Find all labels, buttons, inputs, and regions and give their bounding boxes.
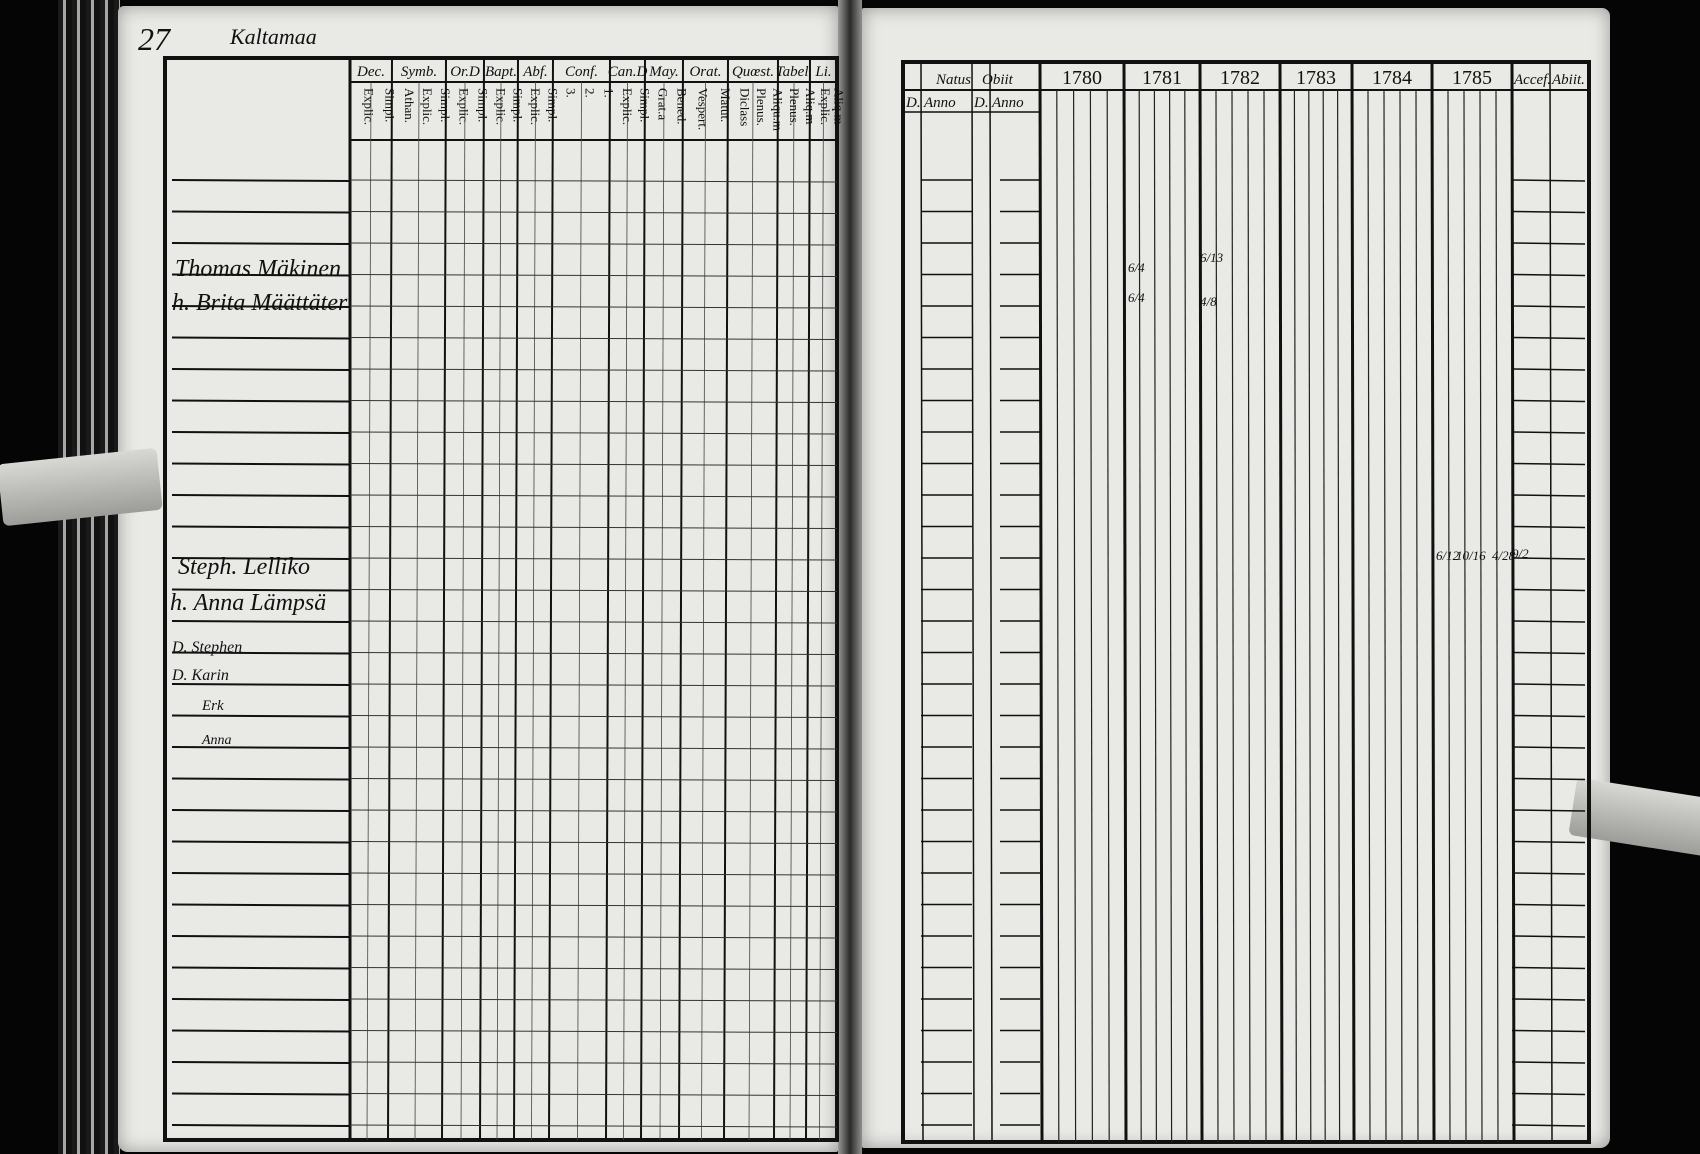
name-row-line: [172, 684, 350, 685]
data-row-line: [350, 306, 837, 308]
column-divider: [641, 58, 645, 1140]
register-mark: 6/13: [1200, 250, 1224, 265]
accessit-row-line: [1512, 779, 1585, 780]
name-row-line: [172, 873, 350, 874]
name-row-line: [172, 779, 350, 780]
data-row-line: [350, 905, 837, 907]
name-row-line: [172, 495, 350, 496]
column-divider: [1352, 62, 1354, 1142]
column-subdivider: [702, 82, 706, 1140]
accessit-row-line: [1512, 1125, 1585, 1126]
accessit-row-line: [1512, 1094, 1585, 1095]
data-row-line: [350, 464, 837, 466]
year-subcolumn: [1294, 90, 1296, 1142]
column-header: Tabel.: [775, 64, 813, 80]
year-subcolumn: [1170, 90, 1172, 1142]
column-subdivider: [461, 82, 465, 1140]
column-subheader: Aliq.m: [831, 88, 847, 125]
column-divider: [679, 58, 683, 1140]
column-subheader: Simpl.: [545, 88, 561, 123]
column-subdivider: [749, 82, 753, 1140]
obiit-header: Obiit: [982, 72, 1013, 88]
column-divider: [774, 58, 778, 1140]
accessit-row-line: [1512, 999, 1585, 1000]
natus-year-label: Anno: [924, 95, 956, 111]
column-subheader: Bened.: [674, 88, 690, 125]
accessit-row-line: [1512, 212, 1585, 213]
year-subcolumn: [1057, 90, 1059, 1142]
year-header: 1783: [1296, 67, 1336, 89]
column-divider: [606, 58, 610, 1140]
data-row-line: [350, 747, 837, 749]
accessit-row-line: [1512, 590, 1585, 591]
name-row-line: [172, 999, 350, 1000]
accessit-row-line: [1512, 905, 1585, 906]
accessit-row-line: [1512, 432, 1585, 433]
column-subheader: Plenus.: [787, 88, 802, 126]
obiit-year-label: Anno: [992, 95, 1024, 111]
column-header: Abf.: [523, 64, 548, 80]
column-subdivider: [660, 82, 664, 1140]
column-header: Orat.: [689, 64, 722, 80]
name-row-line: [172, 243, 350, 244]
year-header: 1781: [1142, 67, 1182, 89]
column-subheader: Simpl.: [438, 88, 453, 123]
name-row-line: [172, 1031, 350, 1032]
resident-name: Erk: [202, 698, 224, 714]
register-mark: 4/8: [1200, 294, 1217, 309]
name-row-line: [172, 180, 350, 181]
year-subcolumn: [1448, 90, 1450, 1142]
column-divider: [1512, 62, 1514, 1142]
column-header: Bapt.: [484, 64, 518, 80]
year-subcolumn: [1090, 90, 1092, 1142]
accessit-row-line: [1512, 369, 1585, 370]
name-row-line: [172, 842, 350, 843]
year-header: 1785: [1452, 67, 1492, 89]
column-divider: [442, 58, 446, 1140]
column-subheader: Aliqu.m: [770, 88, 786, 131]
name-row-line: [172, 401, 350, 402]
column-header: Conf.: [565, 64, 598, 80]
resident-name: D. Karin: [172, 667, 229, 684]
name-row-line: [172, 1125, 350, 1126]
name-row-line: [172, 936, 350, 937]
name-row-line: [172, 747, 350, 748]
year-subcolumn: [1400, 90, 1402, 1142]
column-divider: [549, 58, 553, 1140]
natus-day-label: D.: [906, 95, 921, 111]
resident-name: Anna: [202, 733, 232, 748]
accessit-row-line: [1512, 464, 1585, 465]
year-subcolumn: [1496, 90, 1498, 1142]
data-row-line: [350, 684, 837, 686]
accessit-row-line: [1512, 968, 1585, 969]
column-subheader: Vespert.: [695, 88, 711, 131]
year-subcolumn: [1264, 90, 1266, 1142]
year-subcolumn: [1338, 90, 1340, 1142]
column-divider: [1432, 62, 1434, 1142]
name-row-line: [172, 1094, 350, 1095]
column-header: May.: [649, 64, 679, 80]
column-subdivider: [578, 82, 582, 1140]
column-subdivider: [497, 82, 501, 1140]
accessit-header: Accef.: [1514, 72, 1552, 88]
data-row-line: [350, 968, 837, 970]
year-subcolumn: [1384, 90, 1386, 1142]
year-subcolumn: [1248, 90, 1250, 1142]
column-subdivider: [367, 82, 371, 1140]
year-subcolumn: [1216, 90, 1218, 1142]
data-row-line: [350, 401, 837, 403]
accessit-row-line: [1512, 653, 1585, 654]
data-row-line: [350, 653, 837, 655]
column-header: Li.: [815, 64, 832, 80]
column-subdivider: [415, 82, 419, 1140]
column-subdivider: [624, 82, 628, 1140]
data-row-line: [350, 936, 837, 938]
column-subheader: Explic.: [493, 88, 509, 126]
column-subheader: Explic.: [361, 88, 377, 126]
data-row-line: [350, 716, 837, 718]
data-row-line: [350, 180, 837, 182]
accessit-row-line: [1512, 306, 1585, 307]
name-row-line: [172, 369, 350, 370]
accessit-row-line: [1512, 936, 1585, 937]
column-subdivider: [790, 82, 794, 1140]
accessit-row-line: [1512, 180, 1585, 181]
data-row-line: [350, 810, 837, 812]
year-header: 1782: [1220, 67, 1260, 89]
year-subcolumn: [1074, 90, 1076, 1142]
accessit-row-line: [1512, 243, 1585, 244]
accessit-row-line: [1512, 842, 1585, 843]
column-subheader: Explic.: [527, 88, 543, 126]
column-divider: [724, 58, 728, 1140]
column-subheader: Diclass: [737, 88, 753, 127]
data-row-line: [350, 212, 837, 214]
year-subcolumn: [1416, 90, 1418, 1142]
register-mark: 4/28: [1492, 548, 1516, 563]
data-row-line: [350, 842, 837, 844]
column-header: Dec.: [357, 64, 385, 80]
column-divider: [388, 58, 392, 1140]
data-row-line: [350, 1125, 837, 1127]
name-row-line: [172, 716, 350, 717]
year-subcolumn: [1309, 90, 1311, 1142]
column-divider: [1124, 62, 1126, 1142]
data-row-line: [350, 1031, 837, 1033]
accessit-row-line: [1512, 495, 1585, 496]
column-subheader: Grat.a: [655, 88, 671, 121]
column-subheader: Aliq.m: [803, 88, 818, 125]
column-divider: [1200, 62, 1202, 1142]
data-row-line: [350, 275, 837, 277]
column-divider: [1040, 62, 1042, 1142]
accessit-row-line: [1512, 810, 1585, 811]
year-subcolumn: [1368, 90, 1370, 1142]
register-mark: 9/2: [1512, 546, 1529, 561]
column-subheader: 1.: [601, 88, 617, 98]
year-subcolumn: [1154, 90, 1156, 1142]
column-subdivider: [820, 82, 824, 1140]
name-row-line: [172, 905, 350, 906]
name-row-line: [172, 968, 350, 969]
data-row-line: [350, 779, 837, 781]
column-subheader: Simpl.: [382, 88, 398, 123]
accessit-row-line: [1512, 527, 1585, 528]
accessit-row-line: [1512, 873, 1585, 874]
column-subheader: Matut.: [717, 88, 733, 123]
year-subcolumn: [1139, 90, 1141, 1142]
column-subheader: 3.: [563, 88, 579, 98]
name-row-line: [172, 527, 350, 528]
year-subcolumn: [1185, 90, 1187, 1142]
register-mark: 6/4: [1128, 290, 1145, 305]
data-row-line: [350, 527, 837, 529]
data-row-line: [350, 873, 837, 875]
data-row-line: [350, 495, 837, 497]
name-row-line: [172, 464, 350, 465]
column-subheader: Explic.: [817, 88, 833, 126]
year-subcolumn: [1464, 90, 1466, 1142]
column-subheader: Explic.: [456, 88, 472, 126]
name-row-line: [172, 621, 350, 622]
column-subheader: Simpl.: [510, 88, 526, 123]
column-header: Or.D: [450, 64, 480, 80]
data-row-line: [350, 999, 837, 1001]
column-subheader: Simpl.: [637, 88, 653, 123]
data-row-line: [350, 338, 837, 340]
name-row-line: [172, 1062, 350, 1063]
accessit-row-line: [1512, 621, 1585, 622]
name-row-line: [172, 212, 350, 213]
resident-name: h. Anna Lämpsä: [170, 590, 327, 616]
data-row-line: [350, 1062, 837, 1064]
year-subcolumn: [1480, 90, 1482, 1142]
year-header: 1784: [1372, 67, 1412, 89]
year-subcolumn: [1323, 90, 1325, 1142]
year-subcolumn: [1232, 90, 1234, 1142]
column-subheader: Explic.: [619, 88, 635, 126]
obiit-day-label: D.: [974, 95, 989, 111]
data-row-line: [350, 1094, 837, 1096]
column-header: Can.D: [607, 64, 648, 80]
year-subcolumn: [1107, 90, 1109, 1142]
year-header: 1780: [1062, 67, 1102, 89]
column-subheader: Explic.: [420, 88, 435, 126]
accessit-row-line: [1512, 684, 1585, 685]
natus-header: Natus: [936, 72, 972, 88]
resident-name: D. Stephen: [172, 639, 243, 656]
register-mark: 6/4: [1128, 260, 1145, 275]
column-subheader: Plenus.: [754, 88, 769, 126]
abiit-header: Abiit.: [1552, 72, 1585, 88]
column-header: Symb.: [400, 64, 438, 80]
column-divider: [990, 62, 992, 1142]
column-subheader: Simpl.: [475, 88, 491, 123]
accessit-row-line: [1512, 1062, 1585, 1063]
data-row-line: [350, 243, 837, 245]
column-divider: [1550, 62, 1552, 1142]
column-subdivider: [532, 82, 536, 1140]
column-divider: [972, 62, 974, 1142]
accessit-row-line: [1512, 716, 1585, 717]
accessit-row-line: [1512, 401, 1585, 402]
column-divider: [806, 58, 810, 1140]
column-subheader: 2.: [582, 88, 598, 98]
page-number: 27: [138, 21, 170, 57]
accessit-row-line: [1512, 747, 1585, 748]
column-header: Quœst.: [731, 64, 775, 80]
right-register-table: [903, 62, 1589, 1142]
accessit-row-line: [1512, 1031, 1585, 1032]
data-row-line: [350, 558, 837, 560]
column-divider: [921, 62, 923, 1142]
column-divider: [480, 58, 484, 1140]
resident-name: Thomas Mäkinen: [175, 256, 341, 282]
resident-name: h. Brita Määttäter: [172, 290, 348, 316]
data-row-line: [350, 432, 837, 434]
column-divider: [1280, 62, 1282, 1142]
column-divider: [514, 58, 518, 1140]
data-row-line: [350, 621, 837, 623]
village-name: Kaltamaa: [230, 24, 317, 49]
accessit-row-line: [1512, 338, 1585, 339]
resident-name: Steph. Lelliko: [178, 554, 310, 580]
data-row-line: [350, 369, 837, 371]
register-mark: 10/16: [1456, 548, 1486, 563]
data-row-line: [350, 590, 837, 592]
column-subheader: Athan.: [402, 88, 417, 124]
accessit-row-line: [1512, 275, 1585, 276]
register-mark: 6/12: [1436, 548, 1460, 563]
name-row-line: [172, 432, 350, 433]
name-row-line: [172, 338, 350, 339]
name-row-line: [172, 810, 350, 811]
